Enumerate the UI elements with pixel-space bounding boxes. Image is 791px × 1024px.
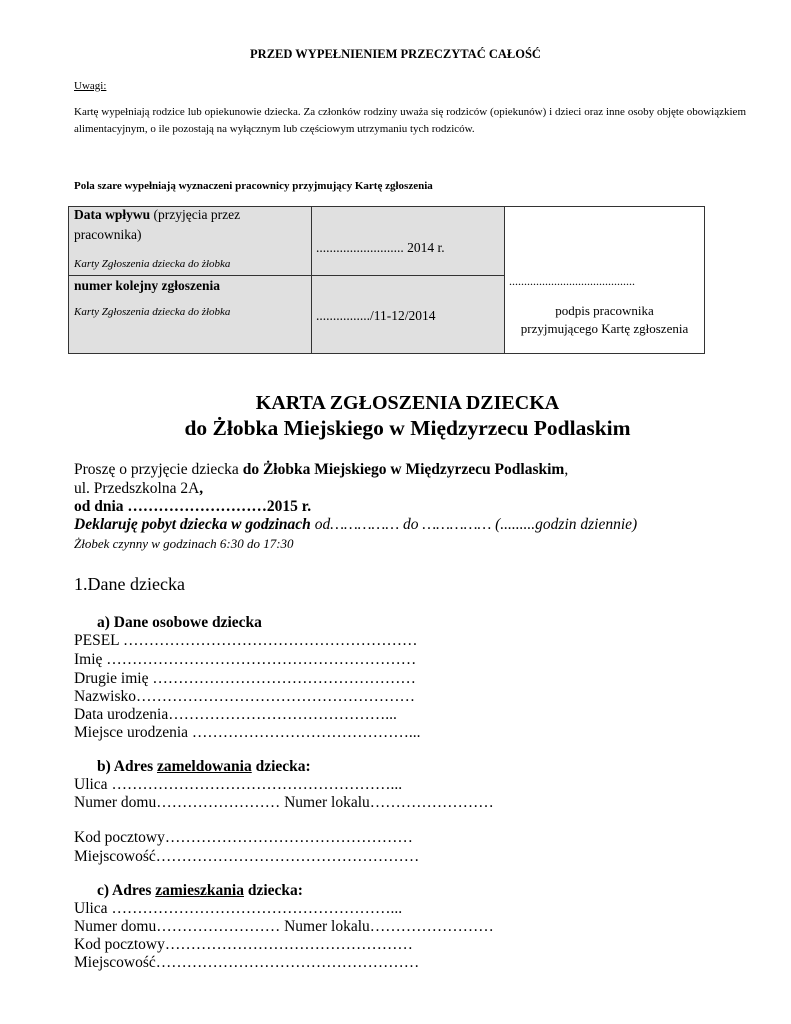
receipt-date-value: .......................... 2014 r. [316,240,445,255]
residence-address-heading: c) Adres zamieszkania dziecka: [97,882,303,899]
second-name-field[interactable]: Drugie imię …………………………………………… [74,670,416,687]
birth-date-field[interactable]: Data urodzenia……………………………………... [74,706,397,723]
grey-fields-note: Pola szare wypełniają wyznaczeni pracownicy przyjmujący Kartę zgłoszenia [74,180,433,192]
signature-caption-line1: podpis pracownika [555,303,654,318]
surname-field[interactable]: Nazwisko……………………………………………… [74,688,415,705]
first-name-field[interactable]: Imię …………………………………………………… [74,651,417,668]
signature-line: .......................................... [509,274,635,288]
signature-cell[interactable] [505,207,704,353]
residence-street-field[interactable]: Ulica ………………………………………………... [74,900,403,917]
registered-house-number-field[interactable]: Numer domu…………………… Numer lokalu…………………… [74,794,494,811]
form-title: KARTA ZGŁOSZENIA DZIECKA [255,392,560,414]
residence-house-number-field[interactable]: Numer domu…………………… Numer lokalu…………………… [74,918,494,935]
birth-place-field[interactable]: Miejsce urodzenia ……………………………………... [74,724,421,741]
number-value: ................/11-12/2014 [316,308,436,323]
receipt-date-label: Data wpływu (przyjęcia przez [74,207,241,222]
notes-text: Kartę wypełniają rodzice lub opiekunowie dziecka. Za członków rodziny uważa się rodziców (opiekunów) i dzieci oraz inne osoby objęte obowiązkiem alimentacyjnym, o ile pozostają na wyłącznym lub częściowym utrzymaniu tych rodziców. [74,106,746,135]
staff-table [68,206,705,354]
residence-city-field[interactable]: Miejscowość…………………………………………… [74,954,420,971]
request-line1: Proszę o przyjęcie dziecka do Żłobka Miejskiego w Międzyrzecu Podlaskim, [74,461,569,478]
number-label: numer kolejny zgłoszenia [74,278,220,293]
opening-hours-note: Żłobek czynny w godzinach 6:30 do 17:30 [74,536,294,551]
registered-address-heading: b) Adres zameldowania dziecka: [97,758,311,775]
pesel-field[interactable]: PESEL ………………………………………………… [74,632,418,649]
signature-caption-line2: przyjmującego Kartę zgłoszenia [520,321,689,336]
registered-postal-code-field[interactable]: Kod pocztowy………………………………………… [74,829,413,846]
hours-declaration-field[interactable]: Deklaruję pobyt dziecka w godzinach od…………… do …………… (.........godzin dziennie) [74,516,638,533]
notes-label: Uwagi: [74,80,107,92]
number-field[interactable] [312,276,505,353]
section1-heading: 1.Dane dziecka [74,574,185,594]
personal-data-heading: a) Dane osobowe dziecka [97,614,262,631]
header-title: PRZED WYPEŁNIENIEM PRZECZYTAĆ CAŁOŚĆ [250,47,541,61]
registered-city-field[interactable]: Miejscowość…………………………………………… [74,848,420,865]
form-subtitle: do Żłobka Miejskiego w Międzyrzecu Podlaskim [184,416,631,440]
number-note: Karty Zgłoszenia dziecka do żłobka [74,306,231,318]
start-date-field[interactable]: od dnia ………………………2015 r. [74,498,312,515]
number-label-cell [69,276,312,353]
receipt-date-label-cell [69,207,312,276]
residence-postal-code-field[interactable]: Kod pocztowy………………………………………… [74,936,413,953]
registered-street-field[interactable]: Ulica ………………………………………………... [74,776,403,793]
request-line2: ul. Przedszkolna 2A, [74,480,204,497]
receipt-date-label-line2: pracownika) [74,227,142,242]
receipt-date-field[interactable] [312,207,505,276]
receipt-date-note: Karty Zgłoszenia dziecka do żłobka [74,258,231,270]
